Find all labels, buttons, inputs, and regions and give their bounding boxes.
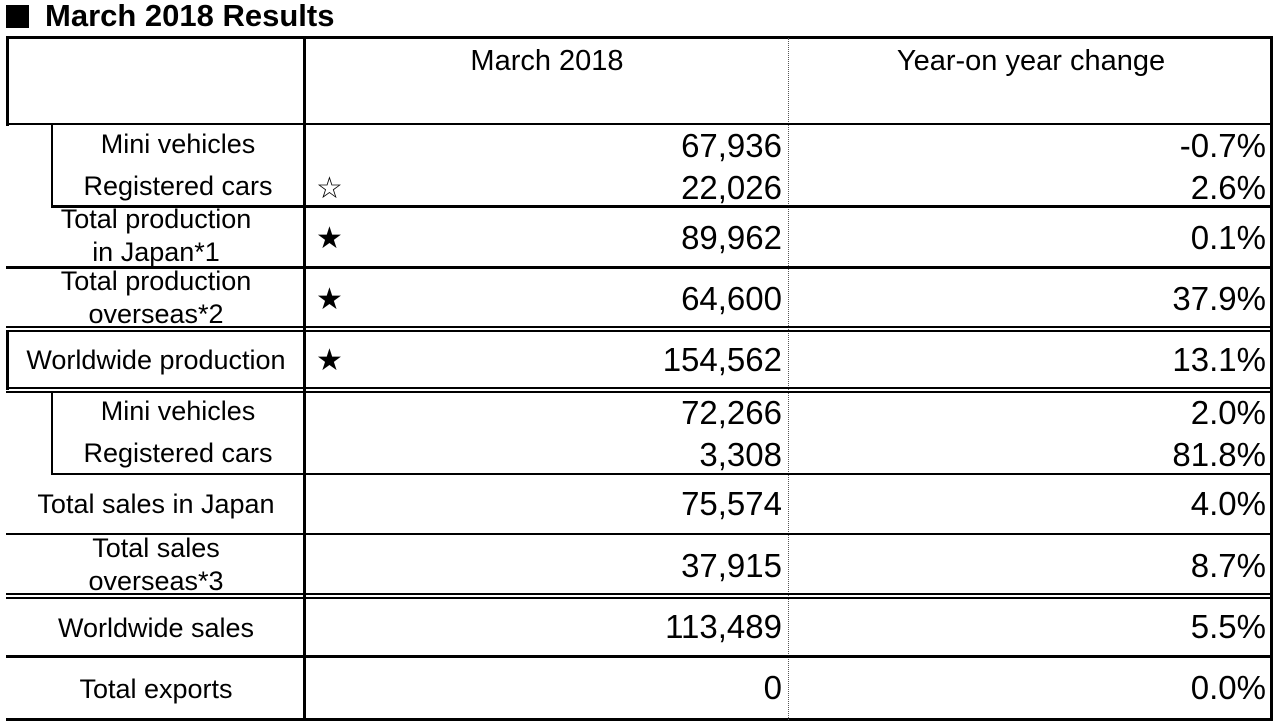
row-change: 37.9%	[1172, 280, 1266, 317]
row-change: 0.1%	[1190, 219, 1266, 256]
row-change: 13.1%	[1172, 341, 1266, 378]
row-value: 154,562	[662, 341, 782, 378]
row-label-line2: overseas*3	[88, 566, 224, 596]
row-change: 2.6%	[1190, 169, 1266, 206]
row-label-line1: Total sales	[92, 533, 220, 563]
row-separator-4b	[6, 391, 1273, 393]
row-value: 64,600	[681, 280, 782, 317]
page-title: March 2018 Results	[45, 0, 335, 33]
table-border-left-header	[6, 36, 9, 126]
row-separator-4a	[6, 387, 1273, 389]
row-label	[9, 203, 303, 269]
header-march-2018: March 2018	[470, 45, 624, 77]
header-yoy-change: Year-on year change	[896, 45, 1166, 77]
row-change: 2.0%	[1190, 394, 1266, 431]
row-label-line1: Total production	[60, 266, 252, 296]
row-separator-8	[6, 655, 1273, 658]
row-value: 22,026	[681, 169, 782, 206]
row-label: Mini vehicles	[100, 396, 256, 426]
row-label: Total sales in Japan	[37, 489, 275, 519]
row-change: -0.7%	[1179, 127, 1266, 164]
row-change: 8.7%	[1190, 547, 1266, 584]
header-separator	[6, 123, 1273, 125]
row-value: 89,962	[681, 219, 782, 256]
row-value: 75,574	[681, 485, 782, 522]
row-label-line2: overseas*2	[88, 299, 224, 329]
row-label: Worldwide production	[26, 345, 286, 375]
row-label	[9, 265, 303, 331]
row-value: 67,936	[681, 127, 782, 164]
row-value: 37,915	[681, 547, 782, 584]
filled-star-icon: ★	[316, 222, 343, 255]
row-label: Mini vehicles	[100, 129, 256, 159]
row-label: Worldwide sales	[57, 613, 255, 643]
row-change: 4.0%	[1190, 485, 1266, 522]
row-change: 81.8%	[1172, 436, 1266, 473]
row-label	[9, 532, 303, 598]
row-change: 0.0%	[1190, 669, 1266, 706]
row-label-line2: in Japan*1	[92, 237, 220, 267]
row-label: Registered cars	[83, 171, 273, 201]
row-label: Total exports	[79, 674, 233, 704]
row-value: 0	[763, 669, 782, 706]
table-border-bottom	[6, 718, 1273, 721]
hollow-star-icon: ☆	[316, 172, 343, 205]
filled-star-icon: ★	[316, 283, 343, 316]
filled-star-icon: ★	[316, 344, 343, 377]
row-label-line1: Total production	[60, 204, 252, 234]
row-value: 113,489	[665, 608, 782, 645]
column-separator-1	[303, 36, 306, 721]
table-border-right	[1270, 36, 1273, 721]
row-change: 5.5%	[1190, 608, 1266, 645]
column-separator-2	[788, 38, 789, 720]
table-border-top	[6, 36, 1273, 39]
row-label: Registered cars	[83, 438, 273, 468]
row-value: 72,266	[681, 394, 782, 431]
row-value: 3,308	[699, 436, 782, 473]
